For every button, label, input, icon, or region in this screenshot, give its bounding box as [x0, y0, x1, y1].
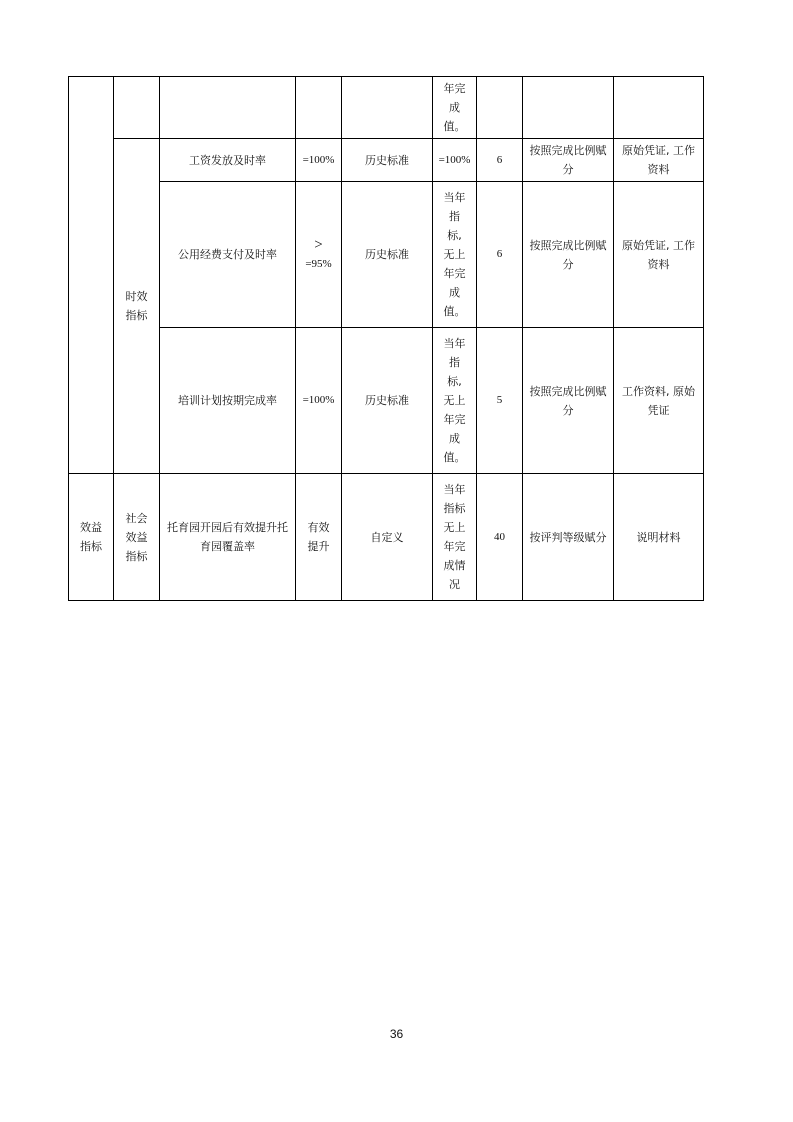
indicator-name-cell: 培训计划按期完成率 — [160, 328, 296, 474]
score-cell: 6 — [477, 139, 523, 182]
method-line: 按照完成比例赋 — [529, 238, 607, 252]
category-cell — [69, 77, 114, 474]
target-line: 无上 — [443, 248, 466, 261]
source-cell: 说明材料 — [614, 474, 704, 601]
standard-cell: 历史标准 — [342, 182, 433, 328]
method-cell — [523, 139, 614, 182]
target-line: 当年 — [443, 337, 466, 350]
target-line: 当年 — [443, 483, 466, 496]
page-number: 36 — [389, 1027, 404, 1041]
category-line: 效益 — [80, 521, 102, 534]
indicator-name-cell: 工资发放及时率 — [160, 139, 296, 182]
target-cell — [433, 328, 477, 474]
indicator-name-cell — [160, 474, 296, 601]
category-cell — [69, 474, 114, 601]
score-cell: 40 — [477, 474, 523, 601]
indicator-name-line: 育园覆盖率 — [200, 540, 255, 553]
source-cell — [614, 328, 704, 474]
method-cell: 按评判等级赋分 — [523, 474, 614, 601]
method-cell — [523, 328, 614, 474]
source-cell — [614, 77, 704, 139]
target-line: 指标 — [443, 502, 466, 515]
target-line: 成 — [449, 286, 460, 299]
score-cell: 6 — [477, 182, 523, 328]
performance-indicator-table — [68, 76, 704, 601]
target-line: 标, — [447, 375, 462, 388]
method-cell — [523, 77, 614, 139]
group-label-line: 社会 — [125, 511, 148, 525]
greater-than-symbol: > — [314, 236, 323, 253]
method-line: 按照完成比例赋 — [529, 384, 607, 398]
table-row — [69, 474, 704, 601]
category-line: 指标 — [80, 540, 102, 553]
method-line: 按照完成比例赋 — [529, 144, 607, 157]
group-cell — [114, 77, 160, 139]
standard-cell: 自定义 — [342, 474, 433, 601]
target-line: 况 — [449, 578, 460, 591]
standard-cell: 历史标准 — [342, 328, 433, 474]
method-line: 分 — [562, 403, 574, 417]
target-line: 值。 — [443, 451, 466, 464]
method-line: 分 — [562, 163, 574, 176]
target-cell — [433, 182, 477, 328]
source-line: 资料 — [647, 257, 670, 271]
group-label-line: 时效 — [125, 290, 148, 303]
target-line: 年完 — [443, 267, 466, 280]
indicator-name-cell: 公用经费支付及时率 — [160, 182, 296, 328]
target-line: 标, — [447, 229, 462, 242]
target-line: 无上 — [443, 394, 466, 407]
table-row — [69, 139, 704, 182]
target-line: 值。 — [443, 120, 466, 133]
target-line: 指 — [449, 210, 460, 223]
target-line: 当年 — [443, 191, 466, 204]
standard-cell: 历史标准 — [342, 139, 433, 182]
table-row — [69, 182, 704, 328]
target-line: 指 — [449, 356, 460, 369]
target-line: 成 — [449, 432, 460, 445]
source-line: 原始凭证, 工作 — [622, 238, 695, 252]
score-cell: 5 — [477, 328, 523, 474]
target-line: 值。 — [443, 305, 466, 318]
target-line: 年完 — [443, 82, 466, 95]
target-cell: =100% — [433, 139, 477, 182]
source-line: 资料 — [647, 163, 670, 176]
source-line: 工作资料, 原始 — [622, 384, 695, 398]
target-line: 成情 — [443, 559, 466, 572]
target-cell — [433, 474, 477, 601]
indicator-name-line: 托育园开园后有效提升托 — [167, 521, 288, 534]
target-line: 年完 — [443, 413, 466, 426]
group-cell — [114, 474, 160, 601]
method-cell — [523, 182, 614, 328]
target-cell — [433, 77, 477, 139]
indicator-value-cell: =100% — [296, 328, 342, 474]
indicator-value-line: 提升 — [307, 540, 330, 553]
indicator-value-cell — [296, 182, 342, 328]
indicator-value-line: 有效 — [307, 521, 330, 534]
group-label-line: 指标 — [125, 309, 148, 322]
table-row — [69, 328, 704, 474]
standard-cell — [342, 77, 433, 139]
target-line: 成 — [449, 101, 460, 114]
indicator-value-cell: =100% — [296, 139, 342, 182]
group-label-line: 指标 — [125, 549, 148, 563]
source-cell — [614, 182, 704, 328]
indicator-value-cell — [296, 474, 342, 601]
target-line: 年完 — [443, 540, 466, 553]
indicator-name-cell — [160, 77, 296, 139]
group-label-line: 效益 — [125, 530, 148, 544]
method-line: 分 — [562, 257, 574, 271]
source-line: 原始凭证, 工作 — [622, 144, 695, 157]
timeliness-group-cell — [114, 139, 160, 474]
score-cell — [477, 77, 523, 139]
indicator-value-cell — [296, 77, 342, 139]
source-cell — [614, 139, 704, 182]
indicator-value: =95% — [305, 257, 332, 270]
table-row — [69, 77, 704, 139]
source-line: 凭证 — [647, 403, 670, 417]
target-line: 无上 — [443, 521, 466, 534]
